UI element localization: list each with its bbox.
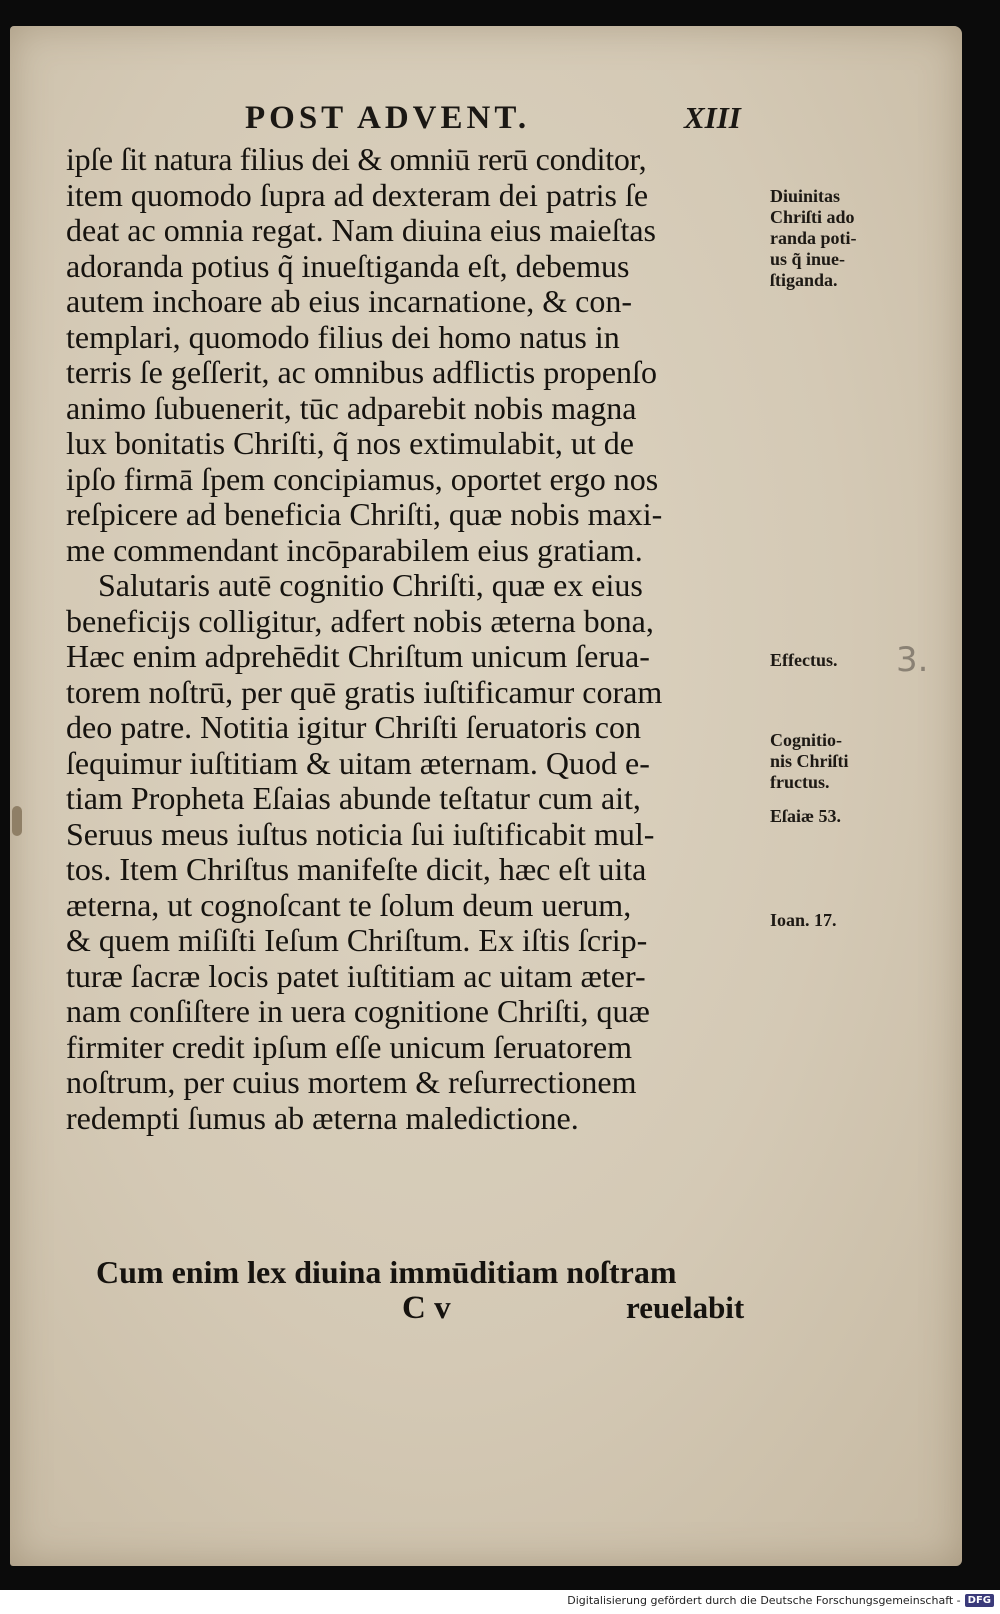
text-line: ſequimur iuſtitiam & uitam æternam. Quod e- — [66, 744, 650, 781]
text-line: templari, quomodo filius dei homo natus in — [66, 318, 620, 355]
margin-note-line: Chriſti ado — [770, 207, 855, 227]
text-line: autem inchoare ab eius incarnatione, & con- — [66, 283, 632, 319]
text-line: item quomodo ſupra ad dexteram dei patris ſe — [66, 176, 649, 213]
text-line: redempti ſumus ab æterna maledictione. — [66, 1099, 579, 1136]
catchword: reuelabit — [626, 1290, 745, 1325]
margin-note-line: nis Chriſti — [770, 751, 849, 771]
text-line: me commendant incōparabilem eius gratiam. — [66, 531, 643, 568]
text-line: terris ſe geſſerit, ac omnibus adflictis propenſo — [66, 354, 657, 390]
margin-note-line: Diuinitas — [770, 186, 841, 206]
text-line: firmiter credit ipſum eſſe unicum ſeruatorem — [66, 1028, 633, 1065]
body-text — [66, 142, 756, 1136]
text-line: turæ ſacræ locis patet iuſtitiam ac uitam æter- — [66, 957, 646, 994]
text-line: Hæc enim adprehēdit Chriſtum unicum ſerua- — [66, 638, 650, 674]
text-line: beneficijs colligitur, adfert nobis æterna bona, — [66, 602, 654, 639]
text-line: animo ſubuenerit, tūc adparebit nobis magna — [66, 389, 637, 426]
text-line: deat ac omnia regat. Nam diuina eius maieſtas — [66, 212, 656, 248]
dfg-logo-icon: DFG — [965, 1594, 994, 1607]
margin-note-line: Eſaiæ 53. — [770, 806, 842, 826]
text-line: ipſe ſit natura filius dei & omniū rerū conditor, — [66, 141, 647, 177]
text-line: æterna, ut cognoſcant te ſolum deum uerum, — [66, 886, 632, 923]
text-line: torem noſtrū, per quē gratis iuſtificamur coram — [66, 673, 663, 710]
margin-note-cognitio — [770, 730, 900, 793]
text-line: nam conſiſtere in uera cognitione Chriſti, quæ — [66, 993, 650, 1029]
text-line: tiam Propheta Eſaias abunde teſtatur cum ait, — [66, 780, 641, 816]
text-line: adoranda potius q̃ inueſtiganda eſt, debemus — [66, 247, 630, 284]
folio-number: XIII — [684, 100, 741, 135]
pencil-annotation: 3. — [896, 640, 929, 680]
margin-note-line: randa poti- — [770, 228, 857, 248]
page-smudge — [12, 806, 22, 836]
margin-note-line: Ioan. 17. — [770, 910, 837, 930]
margin-note-line: Cognitio- — [770, 730, 842, 750]
text-line: noſtrum, per cuius mortem & reſurrectionem — [66, 1064, 637, 1100]
footer-text: Digitalisierung gefördert durch die Deutsche Forschungsgemeinschaft - — [567, 1594, 961, 1607]
margin-note-line: us q̃ inue- — [770, 249, 846, 269]
margin-note-line: ſtiganda. — [770, 270, 838, 290]
text-line: ipſo firmā ſpem concipiamus, oportet ergo nos — [66, 460, 659, 497]
margin-note-effectus — [770, 650, 900, 671]
text-line: reſpicere ad beneficia Chriſti, quæ nobis maxi- — [66, 496, 663, 532]
text-line: Salutaris autē cognitio Chriſti, quæ ex eius — [98, 567, 643, 603]
margin-note-ioan — [770, 910, 900, 931]
next-paragraph-line: Cum enim lex diuina immūditiam noſtram — [96, 1254, 677, 1290]
margin-note-esaiae — [770, 806, 900, 827]
text-line: deo patre. Notitia igitur Chriſti ſeruatoris con — [66, 709, 641, 745]
digitization-footer — [567, 1594, 994, 1607]
margin-note-divinitas — [770, 186, 900, 291]
margin-note-line: fructus. — [770, 772, 830, 792]
signature-mark: C v — [402, 1290, 451, 1326]
text-line: & quem miſiſti Ieſum Chriſtum. Ex iſtis ſcrip- — [66, 922, 648, 958]
running-head: POST ADVENT. — [245, 100, 531, 136]
text-line: lux bonitatis Chriſti, q̃ nos extimulabit, ut de — [66, 425, 634, 461]
text-line: tos. Item Chriſtus manifeſte dicit, hæc eſt uita — [66, 851, 647, 887]
margin-note-line: Effectus. — [770, 650, 838, 670]
text-line: Seruus meus iuſtus noticia ſui iuſtificabit mul- — [66, 815, 655, 852]
